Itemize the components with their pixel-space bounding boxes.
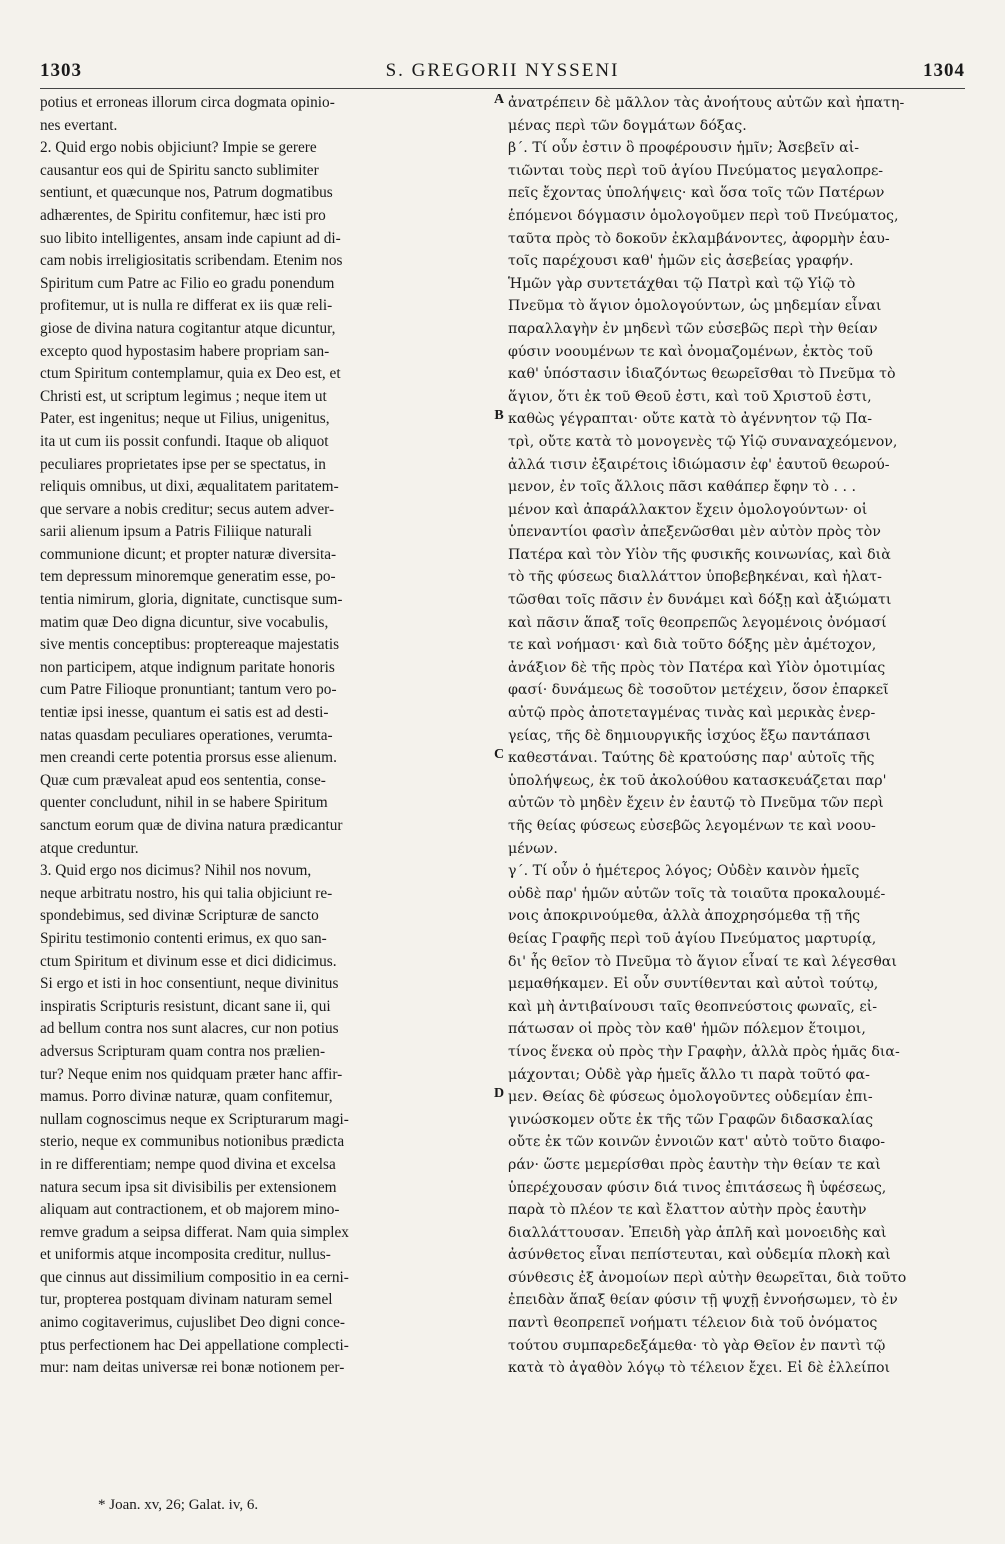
footnote-text: Joan. xv, 26; Galat. iv, 6.	[109, 1497, 259, 1513]
greek-line: τῆς θείας φύσεως εὐσεβῶς λεγομένων τε καὶ νοου-	[508, 818, 876, 834]
latin-line: in re differentiam; nempe quod divina et excelsa	[40, 1155, 336, 1173]
greek-line: μένας περὶ τῶν δογμάτων δόξας.	[508, 117, 747, 134]
greek-line: φύσιν νοουμένων τε καὶ ὀνομαζομένων, ἐκτὸς τοῦ	[508, 343, 873, 360]
latin-line: Spiritu testimonio contenti erimus, ex quo san-	[40, 929, 327, 947]
latin-line: giose de divina natura cogitantur atque dicuntur,	[40, 319, 336, 337]
greek-line: μενον, ἐν τοῖς ἄλλοις πᾶσι καθάπερ ἔφην τὸ . . .	[508, 479, 857, 496]
greek-line: καὶ μὴ ἀντιβαίνουσι ταῖς θεοπνεύστοις φωναῖς, εἰ-	[508, 998, 878, 1015]
greek-line: ταῦτα πρὸς τὸ δοκοῦν ἐκλαμβάνοντες, ἀφορμὴν ἑαυ-	[508, 230, 890, 247]
greek-line: μένον καὶ ἀπαράλλακτον ἔχειν ὁμολογούντων· οἱ	[508, 501, 868, 518]
latin-line: Pater, est ingenitus; neque ut Filius, unigenitus,	[40, 410, 330, 428]
greek-line: ἀσύνθετος εἶναι πεπίστευται, καὶ οὐδεμία πλοκὴ καὶ	[508, 1247, 891, 1264]
greek-line: τίνος ἕνεκα οὐ πρὸς τὴν Γραφὴν, ἀλλὰ πρὸς ἡμᾶς δια-	[508, 1043, 900, 1060]
greek-line: β΄. Τί οὖν ἐστιν ὃ προφέρουσιν ἡμῖν; Ἀσεβεῖν αἰ-	[508, 140, 860, 157]
greek-line: ἀλλά τισιν ἐξαιρέτοις ἰδιώμασιν ἐφ' ἑαυτοῦ θεωρού-	[508, 456, 890, 473]
latin-line: Spiritum cum Patre ac Filio eo gradu ponendum	[40, 274, 335, 292]
latin-line: tur? Neque enim nos quidquam præter hanc affir-	[40, 1065, 343, 1083]
latin-line: natura secum ipsa sit divisibilis per extensionem	[40, 1178, 337, 1196]
latin-line: neque arbitratu nostro, his qui talia objiciunt re-	[40, 884, 333, 902]
latin-line: aliquam aut contractionem, et ob majorem mino-	[40, 1201, 340, 1219]
greek-line: παρὰ τὸ πλέον τε καὶ ἔλαττον αὐτὴν πρὸς ἑαυτὴν	[508, 1202, 867, 1219]
latin-column	[40, 92, 490, 1380]
left-page-number: 1303	[40, 60, 82, 81]
latin-line: remve gradum a seipsa differat. Nam quia simplex	[40, 1223, 349, 1241]
greek-line: τε καὶ νοήμασι· καὶ διὰ τοῦτο δόξης μὲν ἀμέτοχον,	[508, 637, 877, 654]
latin-line: sterio, neque ex communibus notionibus prædicta	[40, 1133, 345, 1151]
latin-line: tem depressum minoremque generatim esse, po-	[40, 568, 336, 586]
latin-line: tentiæ ipsi inesse, quantum ei satis est ad desti-	[40, 704, 329, 722]
greek-line: ὑπερέχουσαν φύσιν διά τινος ἐπιτάσεως ἢ ὑφέσεως,	[508, 1179, 887, 1196]
running-title: S. GREGORII NYSSENI	[385, 60, 620, 81]
greek-line: διαλλάττουσαν. Ἐπειδὴ γὰρ ἁπλῆ καὶ μονοειδὴς καὶ	[508, 1224, 887, 1241]
greek-line: σύνθεσις ἐξ ἀνομοίων περὶ αὐτὴν θεωρεῖται, διὰ τοῦτο	[508, 1269, 907, 1286]
latin-line: spondebimus, sed divinæ Scripturæ de sancto	[40, 907, 319, 925]
latin-line: ctum Spiritum et divinum esse et dici didicimus.	[40, 952, 337, 970]
greek-line: γινώσκομεν οὔτε ἐκ τῆς τῶν Γραφῶν διδασκαλίας	[508, 1111, 874, 1128]
latin-line: peculiares proprietates ipse per se spectatus, in	[40, 455, 326, 473]
latin-line: non participem, atque indignum paritate honoris	[40, 658, 335, 676]
latin-line: matim quæ Deo digna dicuntur, sive vocabulis,	[40, 613, 329, 631]
latin-line: communione dicunt; et propter naturæ diversita-	[40, 545, 337, 563]
greek-line: τοῖς παρέχουσι καθ' ἡμῶν εἰς ἀσεβείας γραφήν.	[508, 253, 854, 270]
latin-line: que cinnus aut dissimilium compositio in ea cerni-	[40, 1268, 349, 1286]
greek-line: ἐπειδὰν ἅπαξ θείαν φύσιν τῇ ψυχῇ ἐννοήσωμεν, τὸ ἐν	[508, 1292, 898, 1309]
greek-line: πεῖς ἔχοντας ὑπολήψεις· καὶ ὅσα τοῖς τῶν Πατέρων	[508, 185, 885, 202]
greek-line: Πατέρα καὶ τὸν Υἱὸν τῆς φυσικῆς κοινωνίας, καὶ διὰ	[508, 546, 891, 563]
greek-line: πάτωσαν οἱ πρὸς τὸν καθ' ἡμῶν πόλεμον ἕτοιμοι,	[508, 1021, 866, 1038]
greek-column	[508, 92, 964, 1380]
latin-line: suo libito intelligentes, ansam inde capiunt ad di-	[40, 229, 341, 247]
greek-line: καθὼς γέγραπται· οὔτε κατὰ τὸ ἀγέννητον τῷ Πα-	[508, 411, 873, 428]
latin-line: nullam cognoscimus neque ex Scripturarum magi-	[40, 1110, 349, 1128]
latin-line: ptus perfectionem hac Dei appellatione complecti-	[40, 1336, 349, 1354]
latin-line: Christi est, ut scriptum legimus ; neque item ut	[40, 387, 327, 405]
greek-line: κατὰ τὸ ἀγαθὸν λόγῳ τὸ τέλειον ἔχει. Εἰ δὲ ἐλλείποι	[508, 1360, 891, 1377]
latin-line: tur, propterea postquam divinam naturam semel	[40, 1291, 333, 1309]
latin-line: quenter concludunt, nihil in se habere Spiritum	[40, 794, 328, 812]
greek-line: νοις ἀποκρινούμεθα, ἀλλὰ ἀποχρησόμεθα τῇ τῆς	[508, 908, 861, 925]
latin-line: sanctum eorum quæ de divina natura prædicantur	[40, 817, 343, 834]
latin-line: adhærentes, de Spiritu confitemur, hæc isti pro	[40, 206, 326, 224]
latin-line: animo cogitaverimus, cujuslibet Deo digni conce-	[40, 1314, 346, 1332]
greek-line: τὸ τῆς φύσεως διαλλάττον ὑποβεβηκέναι, καὶ ἠλατ-	[508, 569, 882, 586]
greek-line: παραλλαγὴν ἐν μηδενὶ τῶν εὐσεβῶς περὶ τὴν θείαν	[508, 320, 878, 337]
latin-line: nes evertant.	[40, 116, 118, 134]
right-page-number: 1304	[923, 60, 965, 81]
greek-line: καθεστάναι. Ταύτης δὲ κρατούσης παρ' αὐτοῖς τῆς	[508, 750, 875, 767]
greek-line: τρὶ, οὔτε κατὰ τὸ μονογενὲς τῷ Υἱῷ συναναχεόμενον,	[508, 433, 898, 450]
latin-line: Quæ cum prævaleat apud eos sententia, conse-	[40, 771, 326, 789]
latin-line: ctum Spiritum contemplamur, quia ex Deo est, et	[40, 365, 341, 383]
latin-line: adversus Scripturam quam contra nos prælien-	[40, 1042, 326, 1060]
greek-line: ἑπόμενοι δόγμασιν ὁμολογοῦμεν περὶ τοῦ Πνεύματος,	[508, 207, 899, 224]
latin-line: Si ergo et isti in hoc consentiunt, neque divinitus	[40, 975, 339, 993]
footnote	[98, 1497, 258, 1514]
latin-line: cam nobis irreligiositatis scribendam. Etenim nos	[40, 252, 343, 270]
greek-line: ἅγιον, ὅτι ἐκ τοῦ Θεοῦ ἐστι, καὶ τοῦ Χριστοῦ ἐστι,	[508, 388, 872, 405]
greek-line: ράν· ὥστε μεμερίσθαι πρὸς ἑαυτὴν τὴν θείαν τε καὶ	[508, 1156, 881, 1173]
footnote-mark: *	[98, 1497, 110, 1513]
greek-line: παντὶ θεοπρεπεῖ νοήματι τέλειον διὰ τοῦ ὀνόματος	[508, 1315, 878, 1332]
latin-line: mamus. Porro divinæ naturæ, quam confitemur,	[40, 1088, 333, 1106]
greek-line: καθ' ὑπόστασιν ἰδιαζόντως θεωρεῖσθαι τὸ Πνεῦμα τὸ	[508, 366, 896, 383]
greek-line: δι' ἧς θεῖον τὸ Πνεῦμα τὸ ἅγιον εἶναί τε καὶ λέγεσθαι	[508, 953, 897, 970]
latin-line: excepto quod hypostasim habere propriam san-	[40, 342, 330, 360]
greek-line: ἀνάξιον δὲ τῆς πρὸς τὸν Πατέρα καὶ Υἱὸν ὁμοτιμίας	[508, 659, 886, 676]
latin-line: sentiunt, et quæcunque nos, Patrum dogmatibus	[40, 184, 333, 202]
greek-line: οὐδὲ παρ' ἡμῶν αὐτῶν τοῖς τὰ τοιαῦτα προκαλουμέ-	[508, 885, 886, 902]
latin-line: que servare a nobis creditur; secus autem adver-	[40, 500, 335, 518]
latin-line: causantur eos qui de Spiritu sancto sublimiter	[40, 161, 319, 179]
latin-line: natas quasdam peculiares operationes, verumta-	[40, 726, 333, 744]
greek-line: ὑπολήψεως, ἐκ τοῦ ἀκολούθου κατασκευάζεται παρ'	[508, 772, 887, 789]
margin-marker: C	[493, 747, 505, 763]
margin-marker: D	[493, 1086, 505, 1102]
greek-line: γείας, τῆς δὲ δημιουργικῆς ἰσχύος ἔξω παντάπασι	[508, 727, 871, 744]
greek-line: τούτου συμπαρεδεξάμεθα· τὸ γὰρ Θεῖον ἐν παντὶ τῷ	[508, 1337, 886, 1354]
greek-line: τιῶνται τοὺς περὶ τοῦ ἁγίου Πνεύματος μεγαλοπρε-	[508, 162, 884, 179]
greek-line: Πνεῦμα τὸ ἅγιον ὁμολογούντων, ὡς μηδεμίαν εἶναι	[508, 298, 882, 315]
greek-line: Ἡμῶν γὰρ συντετάχθαι τῷ Πατρὶ καὶ τῷ Υἱῷ τὸ	[508, 275, 856, 292]
latin-line: 3. Quid ergo nos dicimus? Nihil nos novum,	[40, 862, 312, 880]
latin-line: men creandi certe potentia prorsus esse alienum.	[40, 749, 337, 767]
greek-line: αὐτῷ πρὸς ἀποτεταγμένας τινὰς καὶ μερικὰς ἐνερ-	[508, 705, 876, 722]
latin-line: ad bellum contra nos sunt alacres, cur non potius	[40, 1020, 339, 1038]
margin-marker: B	[494, 408, 504, 424]
latin-line: ita ut cum iis possit confundi. Itaque ob aliquot	[40, 432, 329, 450]
greek-line: οὔτε ἐκ τῶν κοινῶν ἐννοιῶν κατ' αὐτὸ τοῦτο διαφο-	[508, 1134, 886, 1151]
greek-line: μεν. Θείας δὲ φύσεως ὁμολογοῦντες οὐδεμίαν ἐπι-	[508, 1089, 873, 1106]
latin-line: potius et erroneas illorum circa dogmata opinio-	[40, 94, 335, 111]
greek-line: τῶσθαι τοῖς πᾶσιν ἐν δυνάμει καὶ δόξῃ καὶ ἀξιώματι	[508, 592, 892, 609]
latin-line: reliquis omnibus, ut dixi, æqualitatem paritatem-	[40, 478, 339, 496]
greek-line: μένων.	[508, 840, 558, 857]
greek-line: μεμαθήκαμεν. Εἰ οὖν συντίθενται καὶ αὐτοὶ τούτῳ,	[508, 976, 879, 993]
greek-line: φασί· δυνάμεως δὲ τοσοῦτον μετέχειν, ὅσον ἐπαρκεῖ	[508, 682, 889, 699]
latin-line: atque creduntur.	[40, 839, 139, 857]
greek-line: γ΄. Τί οὖν ὁ ἡμέτερος λόγος; Οὐδὲν καινὸν ἡμεῖς	[508, 863, 860, 880]
latin-line: 2. Quid ergo nobis objiciunt? Impie se gerere	[40, 139, 317, 157]
latin-line: sive mentis conceptibus: proptereaque majestatis	[40, 636, 340, 654]
latin-line: et uniformis atque incomposita creditur, nullus-	[40, 1246, 331, 1264]
latin-line: sarii alienum ipsum a Patris Filiique naturali	[40, 523, 312, 541]
margin-marker: A	[493, 92, 505, 107]
latin-line: mur: nam deitas universæ rei bonæ notionem per-	[40, 1359, 345, 1377]
greek-line: καὶ πᾶσιν ἅπαξ τοῖς θεοπρεπῶς λεγομένοις ὀνόμασί	[508, 614, 887, 631]
latin-line: profitemur, ut is nulla re differat ex iis quæ reli-	[40, 297, 333, 315]
latin-line: tentia nimirum, gloria, dignitate, cunctisque sum-	[40, 591, 343, 609]
latin-line: cum Patre Filioque pronuntiant; tantum vero po-	[40, 681, 337, 699]
latin-line: inspiratis Scripturis resistunt, dicant sane ii, qui	[40, 997, 331, 1015]
running-header	[40, 58, 965, 89]
greek-line: μάχονται; Οὐδὲ γὰρ ἡμεῖς ἄλλο τι παρὰ τοῦτό φα-	[508, 1066, 870, 1083]
greek-line: θείας Γραφῆς περὶ τοῦ ἁγίου Πνεύματος μαρτυρίᾳ,	[508, 930, 877, 947]
greek-line: ἀνατρέπειν δὲ μᾶλλον τὰς ἀνοήτους αὐτῶν καὶ ἠπατη-	[508, 95, 905, 111]
greek-line: ὑπεναντίοι φασὶν ἀπεξενῶσθαι μὲν αὐτὸν πρὸς τὸν	[508, 524, 881, 541]
greek-line: αὐτῶν τὸ μηδὲν ἔχειν ἐν ἑαυτῷ τὸ Πνεῦμα τῶν περὶ	[508, 795, 884, 812]
